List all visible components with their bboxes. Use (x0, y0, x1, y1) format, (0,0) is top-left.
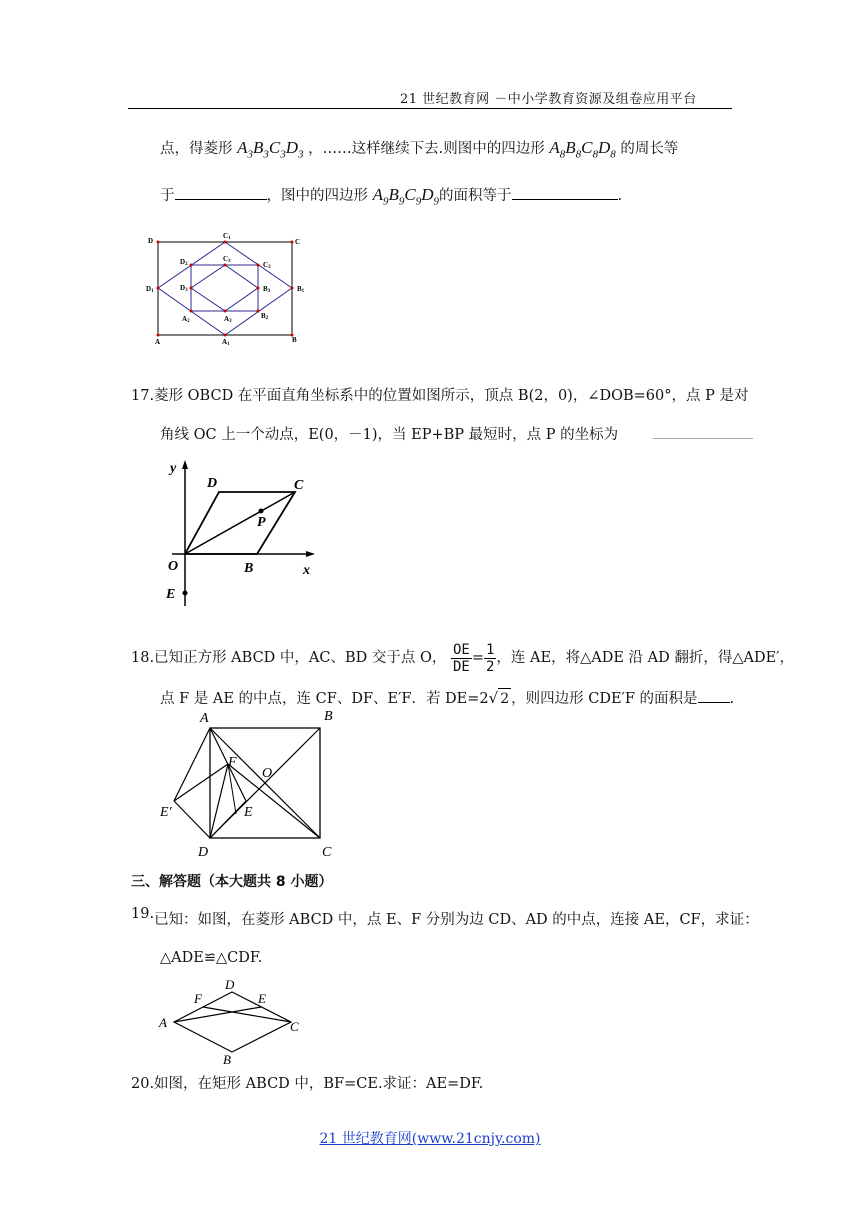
label-D: D (225, 977, 235, 992)
q16-line2: 于 ，图中的四边形 $A_9B_9C_9D_9$的面积等于 . (160, 185, 623, 208)
label-P: P (257, 515, 266, 530)
q19-line2: △ADE≌△CDF. (160, 950, 263, 966)
answer-blank-area[interactable] (512, 185, 618, 200)
label-F: F (194, 991, 202, 1006)
label-O: O (168, 559, 179, 574)
q18-figure (158, 704, 348, 862)
label-A2: A2 (182, 315, 190, 324)
q20-line1: 20.如图，在矩形 ABCD 中，BF=CE.求证：AE=DF. (131, 1076, 484, 1092)
fraction-oe-de: $\frac{OE}{DE}$ (452, 641, 470, 675)
label-D3: D3 (180, 284, 188, 293)
label-C: C (294, 478, 304, 493)
q17-line1: 17.菱形 OBCD 在平面直角坐标系中的位置如图所示，顶点 B(2，0)，∠DOB=60°，点 P 是对 (131, 388, 749, 404)
label-B1: B1 (297, 285, 305, 294)
label-B: B (244, 561, 254, 576)
quad-a8b8c8d8: $A_8B_8C_8D_8$ (549, 138, 616, 161)
fraction-one-half: $\frac{1}{2}$ (485, 641, 495, 675)
q18-line1: 18.已知正方形 ABCD 中，AC、BD 交于点 O， $\frac{OE}{DE}$ = $\frac{1}{2}$ ，连 AE，将△ADE 沿 AD 翻折，得△ADE′， (131, 641, 794, 675)
label-E: E (166, 587, 176, 602)
sqrt-two: 2 (498, 688, 511, 709)
label-B3: B3 (263, 285, 271, 294)
label-A3: A3 (224, 315, 232, 324)
label-E-prime: E′ (160, 805, 172, 820)
q17-figure (160, 456, 320, 614)
q16-figure (142, 228, 312, 350)
page-header: 21 世纪教育网 －中小学教育资源及组卷应用平台 (400, 92, 697, 107)
answer-blank-p[interactable] (653, 424, 753, 439)
label-D: D (198, 845, 209, 860)
label-B: B (223, 1052, 231, 1064)
label-D: D (207, 476, 218, 491)
label-F: F (228, 755, 237, 770)
label-A: A (155, 338, 161, 346)
answer-blank-perimeter[interactable] (175, 185, 267, 200)
q16-line1: 点，得菱形 $A_3B_3C_3D_3$ ，……这样继续下去.则图中的四边形 $A_8B_8C_8D_8$ 的周长等 (160, 138, 679, 161)
label-A1: A1 (222, 338, 230, 347)
answer-blank-area-cdef[interactable] (698, 688, 730, 703)
label-A: A (200, 711, 209, 726)
label-A: A (159, 1015, 167, 1030)
quad-a9b9c9d9: $A_9B_9C_9D_9$ (372, 185, 440, 208)
label-C2: C2 (263, 261, 271, 270)
header-rule (128, 108, 732, 109)
label-C1: C1 (223, 232, 231, 241)
label-B: B (324, 709, 333, 724)
label-B2: B2 (261, 312, 269, 321)
q19-figure (155, 974, 305, 1064)
label-D2: D2 (180, 258, 188, 267)
q17-line2: 角线 OC 上一个动点，E(0，－1)，当 EP+BP 最短时，点 P 的坐标为 (160, 424, 753, 445)
label-E: E (244, 805, 253, 820)
footer-link[interactable]: 21 世纪教育网(www.21cnjy.com) (319, 1131, 541, 1147)
rhombus-a3b3c3d3: $A_3B_3C_3D_3$ (237, 138, 304, 161)
label-D: D (148, 237, 154, 245)
label-O: O (262, 766, 273, 781)
axis-y-label: y (170, 461, 177, 476)
q19-line1: 19.已知：如图，在菱形 ABCD 中，点 E、F 分别为边 CD、AD 的中点，连接 AE，CF，求证： (131, 906, 759, 928)
label-C: C (295, 238, 301, 246)
axis-x-label: x (303, 563, 310, 578)
label-B: B (292, 336, 297, 344)
label-C: C (290, 1019, 299, 1034)
q18-line2: 点 F 是 AE 的中点，连 CF、DF、E′F．若 DE=2√ 2 ，则四边形 CDE′F 的面积是 . (160, 689, 735, 707)
label-C3: C3 (223, 255, 231, 264)
label-D1: D1 (146, 285, 154, 294)
section-title: 三、解答题（本大题共 8 小题） (131, 874, 333, 890)
label-C: C (322, 845, 332, 860)
label-E: E (258, 991, 266, 1006)
